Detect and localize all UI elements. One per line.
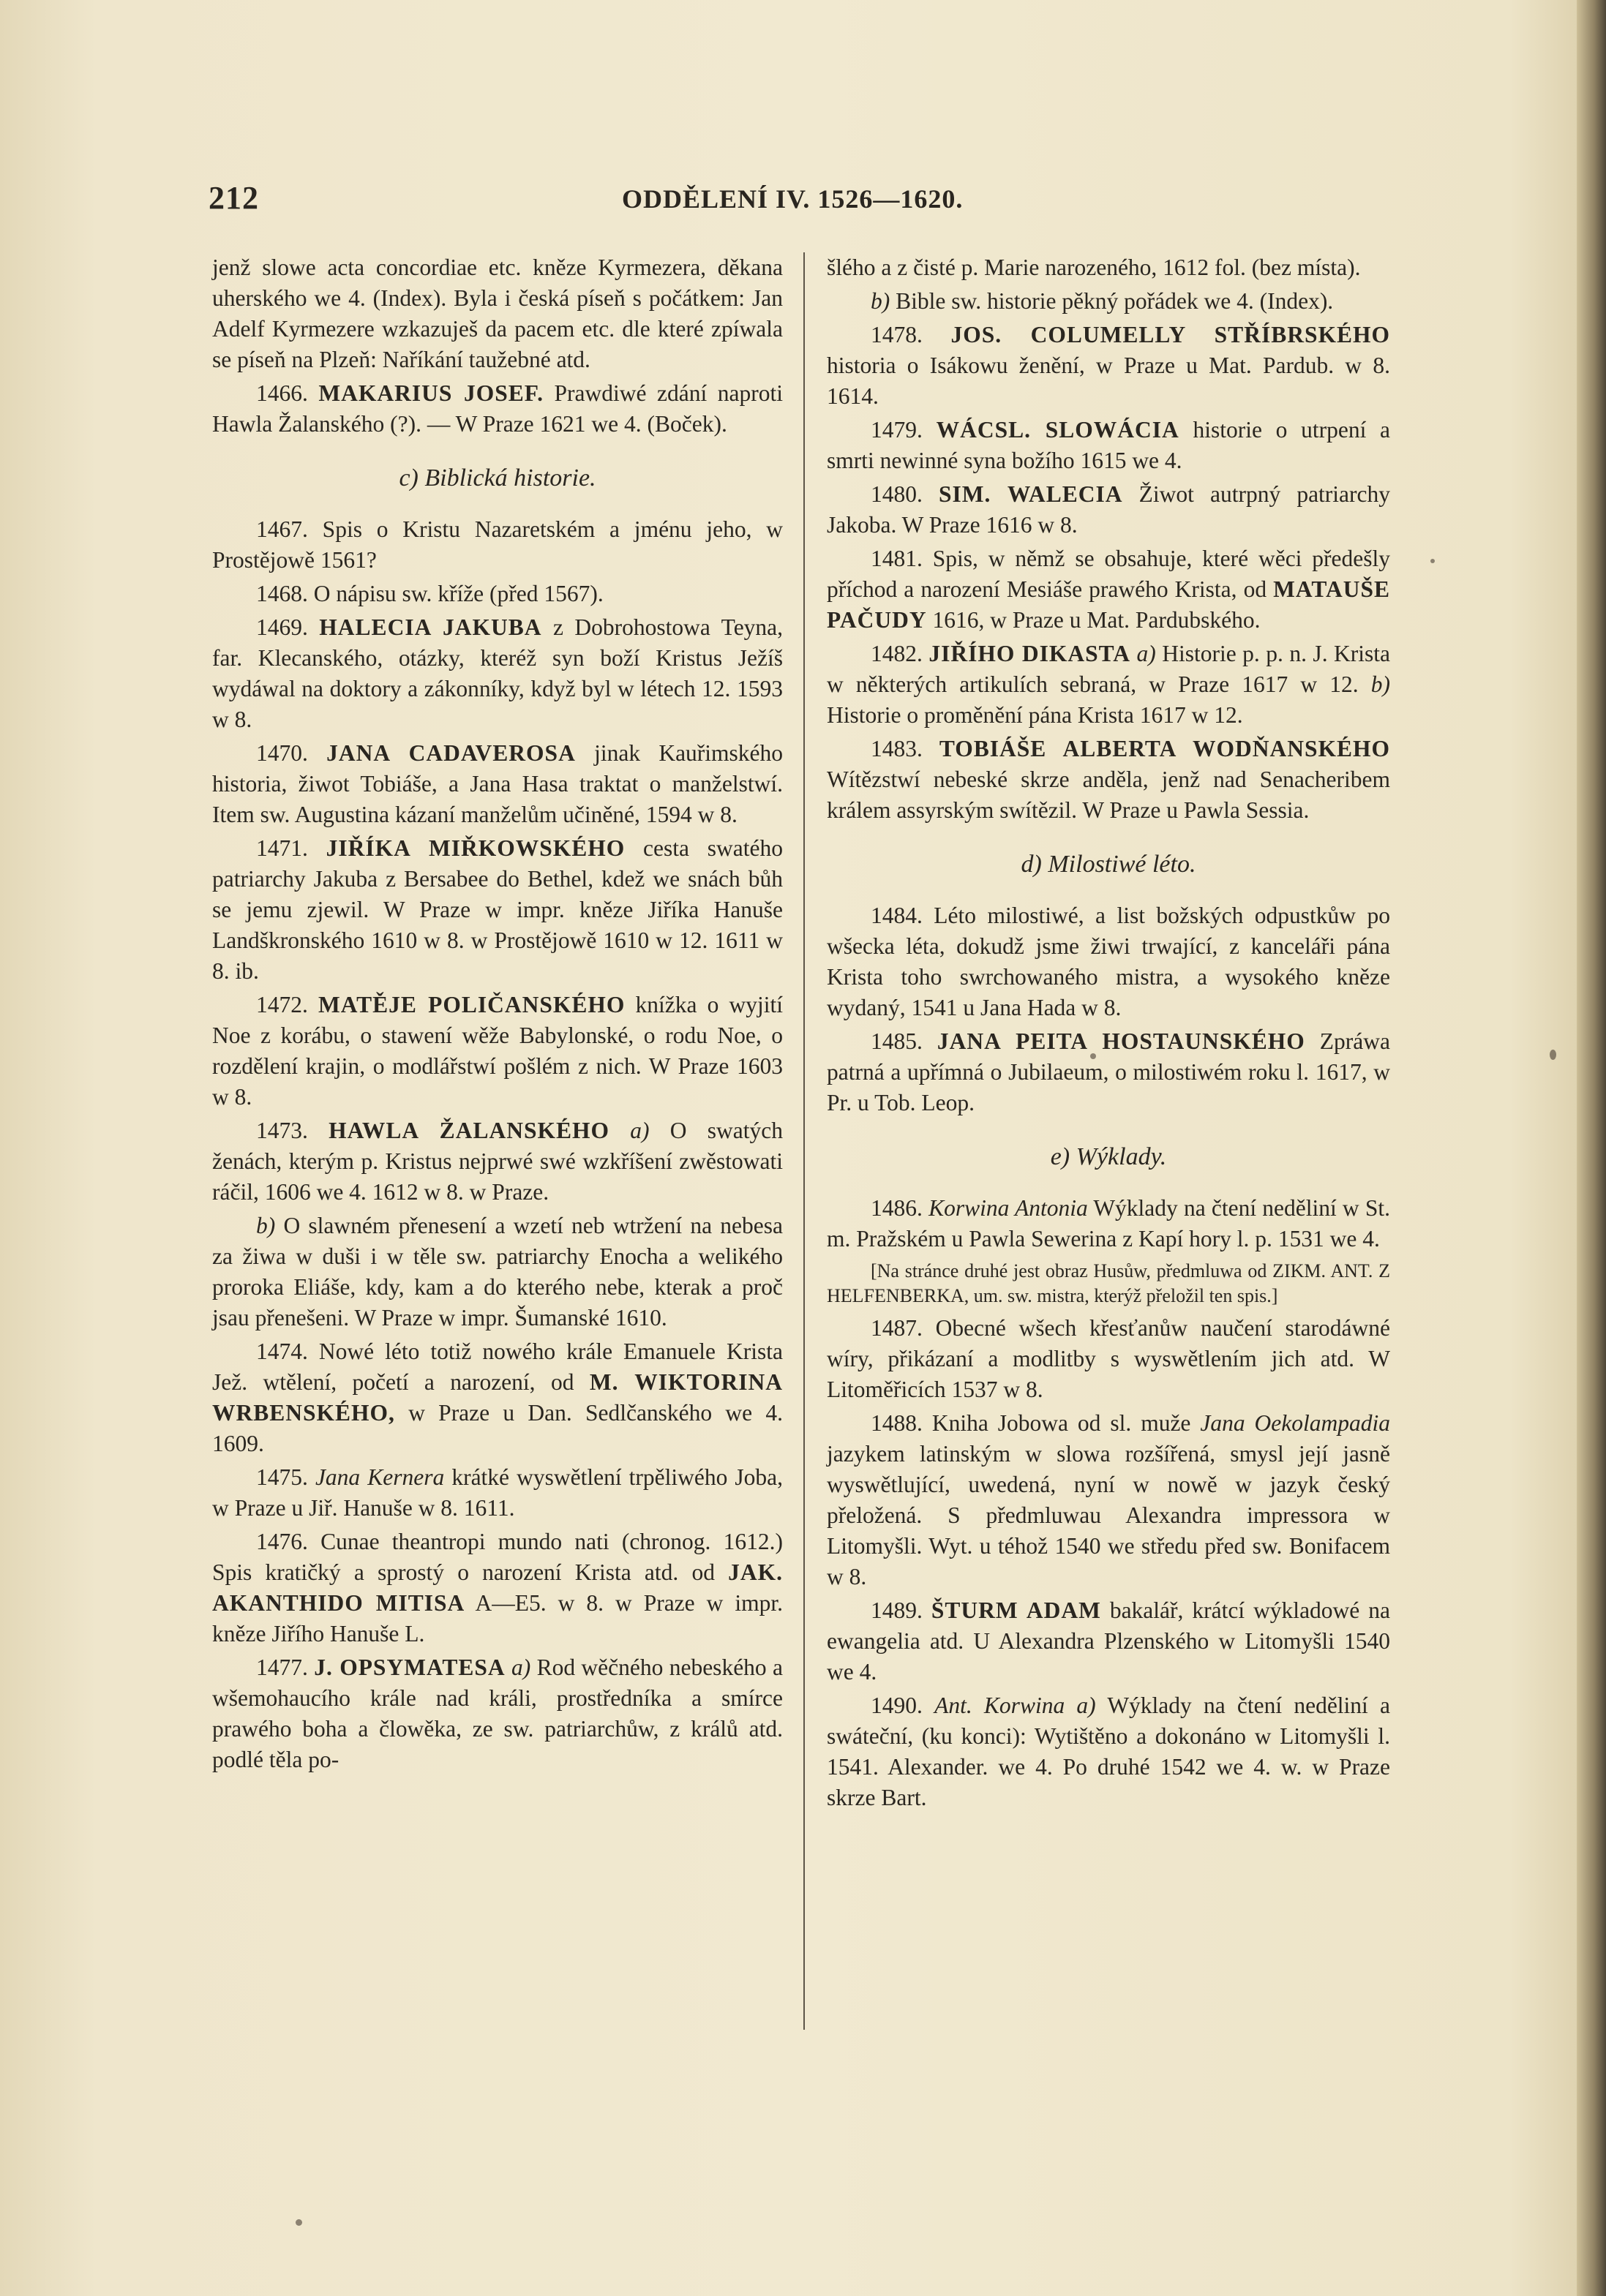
entry-1470: 1470. JANA CADAVEROSA jinak Kauřimského historia, žiwot Tobiáše, a Jana Hasa traktat o manželstwí. Item sw. Augustina kázaní manželům učiněné, 1594 w 8. xyxy=(212,740,784,827)
entry-1469: 1469. HALECIA JAKUBA z Dobrohostowa Teyna, far. Klecanského, otázky, kteréž syn boží Kristus Ježíš wydáwal na doktory a zákonníky, když byl w létech 12. 1593 w 8. xyxy=(212,614,784,732)
paragraph: b) Bible sw. historie pěkný pořádek we 4. (Index). xyxy=(871,288,1334,314)
author-name: TOBIÁŠE ALBERTA WODŇANSKÉHO xyxy=(939,736,1390,761)
entry-1482: 1482. JIŘÍHO DIKASTA a) Historie p. p. n. J. Krista w některých artikulích sebraná, w Praze 1617 w 12. b) Historie o proměnění pána Krista 1617 w 12. xyxy=(827,641,1391,728)
entry-1490: 1490. Ant. Korwina a) Wýklady na čtení neděliní a swáteční, (ku konci): Wytištěno a dokonáno w Litomyšli l. 1541. Alexander. we 4. Po druhé 1542 we 4. w. w Praze skrze Bart. xyxy=(827,1693,1391,1810)
entry-1486-note: [Na stránce druhé jest obraz Husůw, předmluwa od ZIKM. ANT. Z HELFENBERKA, um. sw. mistra, kterýž přeložil ten spis.] xyxy=(827,1260,1390,1306)
author-name: WÁCSL. SLOWÁCIA xyxy=(936,417,1179,443)
book-spine-edge xyxy=(1577,0,1606,2296)
entry-1483: 1483. TOBIÁŠE ALBERTA WODŇANSKÉHO Wítězstwí nebeské skrze anděla, jenž nad Senacheribem králem assyrským swítězil. W Praze u Pawla Sessia. xyxy=(827,736,1390,823)
entry-1481: 1481. Spis, w němž se obsahuje, které wěci předešly příchod a narození Mesiáše prawého Krista, od MATAUŠE PAČUDY 1616, w Praze u Mat. Pardubského. xyxy=(827,546,1391,633)
entry-1478: 1478. JOS. COLUMELLY STŘÍBRSKÉHO historia o Isákowu ženění, w Praze u Mat. Pardub. w 8. 1614. xyxy=(827,322,1390,409)
author-name: Jana Oekolampadia xyxy=(1200,1410,1390,1436)
paragraph: šlého a z čisté p. Marie narozeného, 1612 fol. (bez místa). xyxy=(827,255,1361,280)
ink-spot xyxy=(1550,1050,1556,1060)
author-name: MATAUŠE PAČUDY xyxy=(827,576,1391,633)
entry-1486: 1486. Korwina Antonia Wýklady na čtení neděliní w St. m. Pražském u Pawla Sewerina z Kapí hory l. p. 1531 we 4. xyxy=(827,1195,1390,1251)
section-heading-d: d) Milostiwé léto. xyxy=(1021,851,1196,878)
author-name: Korwina Antonia xyxy=(928,1195,1088,1221)
author-name: ŠTURM ADAM xyxy=(931,1597,1101,1623)
entry-1488: 1488. Kniha Jobowa od sl. muže Jana Oekolampadia jazykem latinským w slowa rozšířená, smysl její jasně wyswětlující, uwedená, nyní w nowě w jazyk český přeložená. S předmluwau Alexandra impressora w Litomyšli. Wyt. u téhož 1540 we středu před sw. Bonifacem w 8. xyxy=(827,1410,1390,1589)
entry-1467: 1467. Spis o Kristu Nazaretském a jménu jeho, w Prostějowě 1561? xyxy=(212,516,783,573)
entry-1468: 1468. O nápisu sw. kříže (před 1567). xyxy=(256,581,604,606)
page-number: 212 xyxy=(209,180,259,216)
entry-1473-b: b) O slawném přenesení a wzetí neb wtržení na nebesa za žiwa w duši i w těle sw. patriarchy Enocha a welikého proroka Eliáše, kdy, kam a do kterého nebe, kterak a proč jsau přenešeni. W Praze w impr. Šumanské 1610. xyxy=(212,1213,784,1330)
entry-1477: 1477. J. OPSYMATESA a) Rod wěčného nebeského a wšemohaucího krále nad králi, prostředníka a smírce prawého boha a člowěka, ze sw. patriarchůw, z králů atd. podlé těla po- xyxy=(212,1655,783,1772)
author-name: JIŘÍHO DIKASTA xyxy=(928,641,1131,666)
author-name: SIM. WALECIA xyxy=(939,481,1123,507)
entry-1466: 1466. MAKARIUS JOSEF. Prawdiwé zdání naproti Hawla Žalanského (?). — W Praze 1621 we 4. (Boček). xyxy=(212,380,783,437)
right-column xyxy=(827,252,1390,1816)
entry-1473: 1473. HAWLA ŽALANSKÉHO a) O swatých ženách, kterým p. Kristus nejprwé swé wzkříšení zwěstowati ráčil, 1606 we 4. 1612 w 8. w Praze. xyxy=(212,1118,783,1205)
author-name: JANA PEITA HOSTAUNSKÉHO xyxy=(937,1028,1305,1054)
author-name: JAK. AKANTHIDO MITISA xyxy=(212,1559,784,1616)
ink-spot xyxy=(1430,559,1435,563)
entry-1472: 1472. MATĚJE POLIČANSKÉHO knížka o wyjití Noe z korábu, o stawení wěže Babylonské, o rodu Noe, o rozdělení krajin, o modlářstwí pošlém z nich. W Praze 1603 w 8. xyxy=(212,992,784,1110)
left-column xyxy=(212,252,783,1778)
author-name: M. WIKTORINA WRBENSKÉHO, xyxy=(212,1369,784,1426)
column-divider xyxy=(803,252,805,2030)
entry-1476: 1476. Cunae theantropi mundo nati (chronog. 1612.) Spis kratičký a sprostý o narození Krista atd. od JAK. AKANTHIDO MITISA A—E5. w 8. w Praze w impr. kněze Jiřího Hanuše L. xyxy=(212,1529,784,1646)
ink-spot xyxy=(296,2219,302,2226)
entry-1489: 1489. ŠTURM ADAM bakalář, krátcí wýkladowé na ewangelia atd. U Alexandra Plzenského w Litomyšli 1540 we 4. xyxy=(827,1597,1390,1685)
entry-1479: 1479. WÁCSL. SLOWÁCIA historie o utrpení a smrti newinné syna božího 1615 we 4. xyxy=(827,417,1391,473)
author-name: Ant. Korwina xyxy=(934,1693,1065,1718)
author-name: MATĚJE POLIČANSKÉHO xyxy=(318,992,626,1017)
author-name: HAWLA ŽALANSKÉHO xyxy=(329,1118,609,1143)
entry-1487: 1487. Obecné wšech křesťanůw naučení starodáwné wíry, přikázaní a modlitby s wyswětlením jich atd. W Litoměřicích 1537 w 8. xyxy=(827,1315,1390,1402)
section-heading-c: c) Biblická historie. xyxy=(399,464,596,492)
author-name: HALECIA JAKUBA xyxy=(319,614,542,640)
running-head: ODDĚLENÍ IV. 1526—1620. xyxy=(622,184,964,214)
author-name: Jana Kernera xyxy=(315,1464,445,1490)
entry-1480: 1480. SIM. WALECIA Žiwot autrpný patriarchy Jakoba. W Praze 1616 w 8. xyxy=(827,481,1390,538)
page-header xyxy=(209,179,1526,223)
author-name: JOS. COLUMELLY STŘÍBRSKÉHO xyxy=(950,322,1390,347)
author-name: MAKARIUS JOSEF. xyxy=(318,380,544,406)
author-name: JANA CADAVEROSA xyxy=(326,740,576,766)
author-name: JIŘÍKA MIŘKOWSKÉHO xyxy=(326,835,626,861)
paragraph: jenž slowe acta concordiae etc. kněze Kyrmezera, děkana uherského we 4. (Index). Byla i česká píseň s počátkem: Jan Adelf Kyrmezere wzkazuješ da pacem etc. dle které zpíwala se píseň na Plzeň: Naříkání taužebné atd. xyxy=(212,255,783,372)
entry-1484: 1484. Léto milostiwé, a list božských odpustkůw po wšecka léta, dokudž jsme žiwi trwající, z kanceláři pána Krista toho swrchowaného mistra, a wysokého kněze wydaný, 1541 u Jana Hada w 8. xyxy=(827,903,1390,1020)
entry-1485: 1485. JANA PEITA HOSTAUNSKÉHO Zpráwa patrná a upřímná o Jubilaeum, o milostiwém roku l. 1617, w Pr. u Tob. Leop. xyxy=(827,1028,1390,1115)
entry-1474: 1474. Nowé léto totiž nowého krále Emanuele Krista Jež. wtělení, početí a narození, od M. WIKTORINA WRBENSKÉHO, w Praze u Dan. Sedlčanského we 4. 1609. xyxy=(212,1339,784,1456)
entry-1471: 1471. JIŘÍKA MIŘKOWSKÉHO cesta swatého patriarchy Jakuba z Bersabee do Bethel, kdež we snách bůh se jemu zjewil. W Praze w impr. kněze Jiříka Hanuše Landškronského 1610 w 8. w Prostějowě 1610 w 12. 1611 w 8. ib. xyxy=(212,835,783,984)
entry-1475: 1475. Jana Kernera krátké wyswětlení trpěliwého Joba, w Praze u Jiř. Hanuše w 8. 1611. xyxy=(212,1464,784,1521)
section-heading-e: e) Wýklady. xyxy=(1050,1143,1167,1170)
author-name: J. OPSYMATESA xyxy=(314,1655,506,1680)
